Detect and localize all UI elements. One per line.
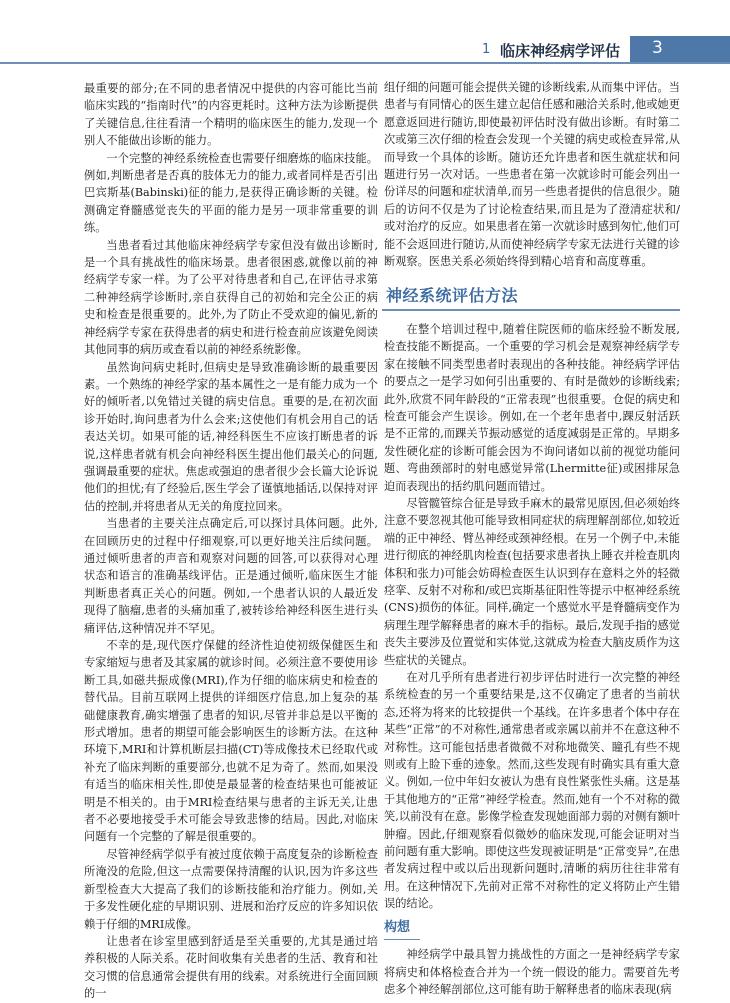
paragraph: 让患者在诊室里感到舒适是至关重要的,尤其是通过培养积极的人际关系。花时间收集有关患者的生活、教育和社交习惯的信息通常会提供有用的线索。对系统进行全面回顾的一 — [84, 934, 378, 1001]
paragraph: 尽管髋管综合征是导致手麻木的最常见原因,但必须始终注意不要忽视其他可能导致相同症状的病理解剖部位,如较近端的正中神经、臂丛神经或颈神经根。在另一个例子中,未能进行彻底的神经肌肉检查(包括要求患者执上睡衣并检查肌肉体积和张力)可能会妨碍检查医生认识到存在意料之外的轻微痉挛、反射不对称和/或巴宾斯基征阳性等提示中枢神经系统(CNS)损伤的体征。同样,确定一个感觉水平是脊髓病变作为病理生理学解释患者的麻木手的指标。最后,发现手指的感觉丧失主要涉及位置觉和实体觉,这就成为检查大脑皮质作为这些症状的关键点。 — [384, 496, 680, 667]
paragraph: 神经病学中最具智力挑战性的方面之一是神经病学专家将病史和体格检查合并为一个统一假设的能力。需要首先考虑多个神经解剖部位,这可能有助于解释患者的临床表现(病 — [384, 948, 680, 996]
right-column — [384, 79, 680, 998]
section-heading: 神经系统评估方法 — [382, 283, 680, 310]
subsection-heading: 构想 — [384, 919, 420, 940]
page-number-box — [630, 36, 730, 62]
page-header — [0, 0, 730, 66]
paragraph: 不幸的是,现代医疗保健的经济性迫使初级保健医生和专家缩短与患者及其家属的就诊时间。必须注意不要使用诊断工具,如磁共振成像(MRI),作为仔细的临床病史和检查的替代品。目前互联网上提供的详细医疗信息,加上复杂的基础健康教育,确实增强了患者的知识,尽管并非总是以平衡的形式增加。患者的期望可能会影响医生的诊断方法。在这种环境下,MRI和计算机断层扫描(CT)等成像技术已经取代或补充了临床判断的重要部分,也就不足为奇了。然而,如果没有适当的临床相关性,即使是最显著的检查结果也可能被证明是不相关的。由于MRI检查结果与患者的主诉无关,让患者不必要地接受手术可能会导致悲惨的结局。因此,对临床问题有一个完整的了解是很重要的。 — [84, 639, 378, 844]
paragraph: 在整个培训过程中,随着住院医师的临床经验不断发展,检查技能不断提高。一个重要的学习机会是观察神经病学专家在接触不同类型患者时表现出的各种技能。神经病学评估的要点之一是学习如何引出重要的、有时是微妙的诊断线索;此外,欣赏不同年龄段的“正常表现”也很重要。仓促的病史和检查可能会产生误诊。例如,在一个老年患者中,踝反射活跃是不正常的,而踝关节振动感觉的适度减弱是正常的。早期多发性硬化症的诊断可能会因为不询问诸如以前的视觉功能问题、弯曲颈部时的射电感觉异常(Lhermitte征)或困排尿急迫而表现出的括约肌问题而错过。 — [384, 322, 680, 493]
header-rule — [0, 62, 730, 64]
page-number: 3 — [652, 38, 663, 58]
paragraph: 组仔细的问题可能会提供关键的诊断线索,从而集中评估。当患者与有同情心的医生建立起信任感和融洽关系时,他或她更愿意返回进行随访,即使最初评估时没有做出诊断。有时第二次或第三次仔细的检查会发现一个关键的病史或检查异常,从而导致一个具体的诊断。随访还允许患者和医生就症状和问题进行另一次对话。一些患者在第一次就诊时可能会列出一份详尽的问题和症状清单,而另一些患者提供的信息很少。随后的访问不仅是为了讨论检查结果,而且是为了澄清症状和/或对治疗的反应。如果患者在第一次就诊时感到匆忙,他们可能不会返回进行随访,从而使神经病学专家无法进行关键的诊断观察。医患关系必须始终得到精心培育和高度尊重。 — [384, 81, 680, 269]
paragraph: 尽管神经病学似乎有被过度依赖于高度复杂的诊断检查所淹没的危险,但这一点需要保持清醒的认识,因为许多这些新型检查大大提高了我们的诊断技能和治疗能力。例如,关于多发性硬化症的早期识别、进展和治疗反应的许多知识依赖于仔细的MRI成像。 — [84, 847, 378, 931]
chapter-number: 1 — [482, 42, 491, 57]
paragraph: 最重要的部分;在不同的患者情况中提供的内容可能比当前临床实践的“指南时代”的内容更耗时。这种方法为诊断提供了关键信息,往往看清一个精明的临床医生的能力,发现一个别人不能做出诊断的能力。 — [84, 82, 378, 148]
paragraph: 当患者的主要关注点确定后,可以探讨具体问题。此外,在回顾历史的过程中仔细观察,可以更好地关注后续问题。通过倾听患者的声音和观察对问题的回答,可以获得对心理状态和语言的准确基线评估。正是通过倾听,临床医生才能判断患者真正关心的问题。例如,一个患者认识的人最近发现得了脑瘤,患者的头痛加重了,被转诊给神经科医生进行头痛评估,这种情况并不罕见。 — [84, 517, 378, 635]
left-column — [84, 80, 378, 1003]
paragraph: 一个完整的神经系统检查也需要仔细磨炼的临床技能。例如,判断患者是否真的肢体无力的能力,或者同样是否引出巴宾斯基(Babinski)征的能力,是获得正确诊断的关键。检测确定脊髓感觉丧失的平面的能力是另一项非常重要的训练。 — [84, 151, 378, 235]
paragraph: 虽然询问病史耗时,但病史是导致准确诊断的最重要因素。一个熟练的神经学家的基本属性之一是有能力成为一个好的倾听者,以免错过关键的病史信息。重要的是,在初次面诊开始时,询问患者为什么会来;这使他们有机会用自己的话表达关切。如果可能的话,神经科医生不应该打断患者的诉说,这样患者就有机会向神经科医生提出他们最关心的问题,强调最重要的症状。焦虑或强迫的患者很少会长篇大论诉说他们的担忧;有了经验后,医生学会了谨慎地插话,以保持对评估的控制,并将患者从无关的角度拉回来。 — [84, 360, 378, 513]
chapter-title: 临床神经病学评估 — [500, 42, 621, 60]
paragraph: 在对几乎所有患者进行初步评估时进行一次完整的神经系统检查的另一个重要结果是,这不仅确定了患者的当前状态,还将为将来的比较提供一个基线。在许多患者个体中存在某些“正常”的不对称性,通常患者或亲属以前并不在意这种不对称性。这可能包括患者微微不对称地微笑、瞳孔有些不规则或有上睑下垂的迹象。然而,这些发现有时确实具有重大意义。例如,一位中年妇女被认为患有良性紧张性头痛。这是基于其他地方的“正常”神经学检查。然而,她有一个不对称的微笑,以前没有在意。影像学检查发现她面部力弱的对侧有额叶肿瘤。因此,仔细观察看似微妙的临床发现,可能会证明对当前问题有重大影响。即使这些发现被证明是“正常变异”,在患者发病过程中或以后出现新问题时,清晰的病历往往非常有用。在这种情况下,先前对正常不对称性的定义将防止产生错误的结论。 — [384, 671, 680, 911]
paragraph: 当患者看过其他临床神经病学专家但没有做出诊断时,是一个具有挑战性的临床场景。患者很困惑,就像以前的神经病学专家一样。为了公平对待患者和自己,在评估寻求第二种神经病学诊断时,亲自获得自己的初始和完全公正的病史和检查是很重要的。此外,为了防止不受欢迎的偏见,新的神经病学专家在获得患者的病史和进行检查前应该避免阅读其他同事的病历或查看以前的神经系统影像。 — [84, 238, 378, 357]
